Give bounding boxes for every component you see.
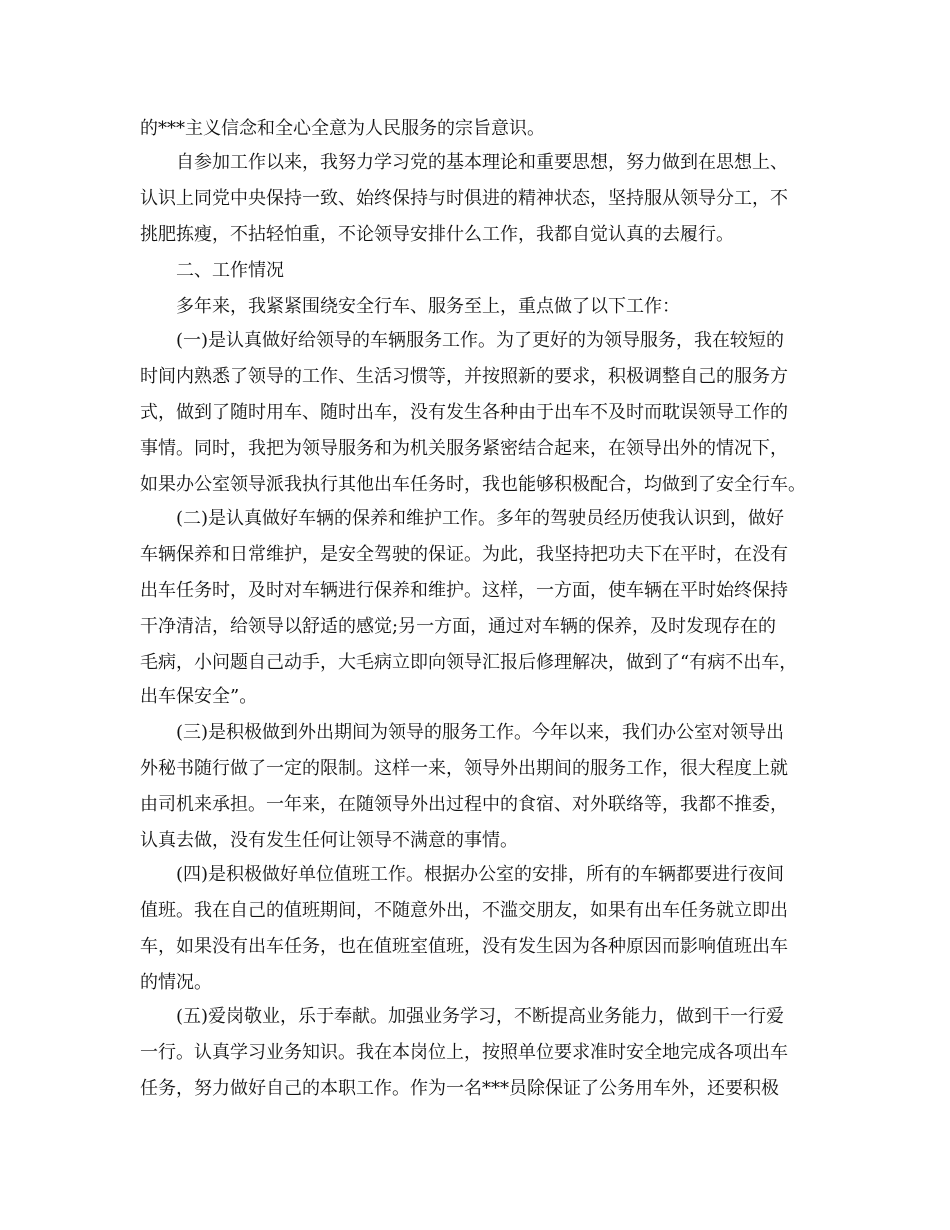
text-line: 时间内熟悉了领导的工作、生活习惯等，并按照新的要求，积极调整自己的服务方: [140, 366, 788, 387]
text-line: 车，如果没有出车任务，也在值班室值班，没有发生因为各种原因而影响值班出车: [140, 936, 788, 957]
paragraph-start-line: (五)爱岗敬业，乐于奉献。加强业务学习，不断提高业务能力，做到干一行爱: [176, 1006, 785, 1027]
text-line: 一行。认真学习业务知识。我在本岗位上，按照单位要求准时安全地完成各项出车: [140, 1042, 788, 1063]
text-line: 车辆保养和日常维护，是安全驾驶的保证。为此，我坚持把功夫下在平时，在没有: [140, 544, 788, 565]
text-line: 任务，努力做好自己的本职工作。作为一名***员除保证了公务用车外，还要积极: [140, 1078, 779, 1099]
text-line: 认识上同党中央保持一致、始终保持与时俱进的精神状态，坚持服从领导分工，不: [140, 188, 788, 209]
section-heading: 二、工作情况: [176, 260, 284, 281]
text-line: 毛病，小问题自己动手，大毛病立即向领导汇报后修理解决，做到了“有病不出车，: [140, 652, 798, 673]
paragraph-start-line: (二)是认真做好车辆的保养和维护工作。多年的驾驶员经历使我认识到，做好: [176, 508, 785, 529]
text-line: 由司机来承担。一年来，在随领导外出过程中的食宿、对外联络等，我都不推委，: [140, 794, 788, 815]
text-line: 挑肥拣瘦，不拈轻怕重，不论领导安排什么工作，我都自觉认真的去履行。: [140, 224, 734, 245]
text-line: 的***主义信念和全心全意为人民服务的宗旨意识。: [140, 118, 545, 139]
text-line: 如果办公室领导派我执行其他出车任务时，我也能够积极配合，均做到了安全行车。: [140, 474, 806, 495]
text-line: 出车保安全”。: [140, 686, 258, 707]
text-line: 的情况。: [140, 972, 212, 993]
text-line: 值班。我在自己的值班期间，不随意外出，不滥交朋友，如果有出车任务就立即出: [140, 900, 788, 921]
paragraph-start-line: (一)是认真做好给领导的车辆服务工作。为了更好的为领导服务，我在较短的: [176, 330, 785, 351]
text-line: 外秘书随行做了一定的限制。这样一来，领导外出期间的服务工作，很大程度上就: [140, 758, 788, 779]
paragraph-start-line: 自参加工作以来，我努力学习党的基本理论和重要思想，努力做到在思想上、: [176, 152, 788, 173]
text-line: 认真去做，没有发生任何让领导不满意的事情。: [140, 830, 518, 851]
paragraph-start-line: 多年来，我紧紧围绕安全行车、服务至上，重点做了以下工作：: [176, 296, 680, 317]
text-line: 事情。同时，我把为领导服务和为机关服务紧密结合起来，在领导出外的情况下，: [140, 438, 788, 459]
text-line: 出车任务时，及时对车辆进行保养和维护。这样，一方面，使车辆在平时始终保持: [140, 580, 788, 601]
paragraph-start-line: (四)是积极做好单位值班工作。根据办公室的安排，所有的车辆都要进行夜间: [176, 864, 785, 885]
text-line: 干净清洁，给领导以舒适的感觉;另一方面，通过对车辆的保养，及时发现存在的: [140, 616, 777, 637]
paragraph-start-line: (三)是积极做到外出期间为领导的服务工作。今年以来，我们办公室对领导出: [176, 722, 785, 743]
text-line: 式，做到了随时用车、随时出车，没有发生各种由于出车不及时而耽误领导工作的: [140, 402, 788, 423]
